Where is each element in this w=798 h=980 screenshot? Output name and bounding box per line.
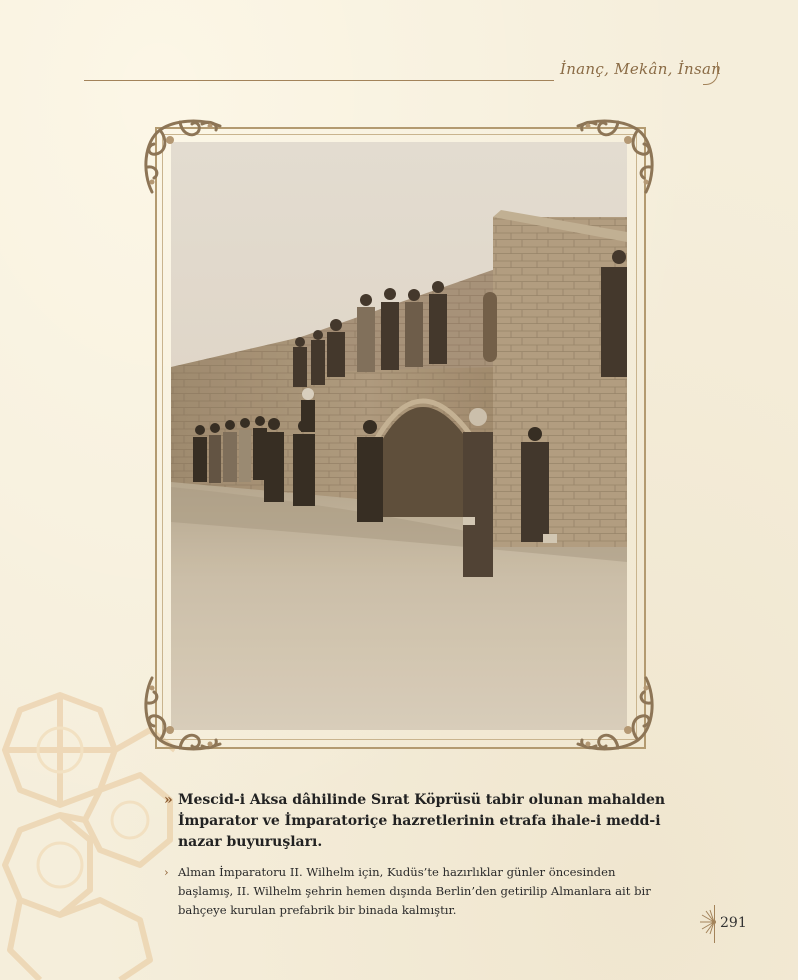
scroll-ornament-icon — [140, 668, 230, 758]
running-title-flourish — [703, 62, 718, 85]
caption-title-line: nazar buyuruşları. — [178, 834, 323, 850]
page-number: 291 — [720, 915, 747, 931]
header-rule — [84, 80, 554, 81]
caption-body-line: başlamış, II. Wilhelm şehrin hemen dışında Berlin’den getirilip Almanlara ait bir — [178, 884, 651, 898]
sunburst-ornament-icon — [698, 909, 720, 935]
caption-body-line: Alman İmparatoru II. Wilhelm için, Kudüs’te hazırlıklar günler öncesinden — [178, 865, 616, 879]
page-number-divider — [714, 905, 715, 943]
photo-caption-body — [164, 863, 651, 920]
scroll-ornament-icon — [140, 112, 230, 202]
running-title — [560, 60, 720, 86]
caption-title-line: Mescid-i Aksa dâhilinde Sırat Köprüsü tabir olunan mahalden — [178, 792, 666, 808]
photo-caption-title — [164, 790, 666, 853]
scroll-ornament-icon — [568, 112, 658, 202]
page-number-block — [698, 905, 758, 945]
caption-body-line: bahçeye kurulan prefabrik bir binada kalmıştır. — [178, 903, 457, 917]
caption-title-line: İmparator ve İmparatoriçe hazretlerinin etrafa ihale-i medd-i — [178, 813, 661, 829]
caption-body-marker: › — [164, 865, 169, 879]
caption-marker: » — [164, 792, 173, 808]
historical-photograph — [171, 142, 627, 730]
running-title-text: İnanç, Mekân, İnsan — [560, 60, 722, 78]
scroll-ornament-icon — [568, 668, 658, 758]
